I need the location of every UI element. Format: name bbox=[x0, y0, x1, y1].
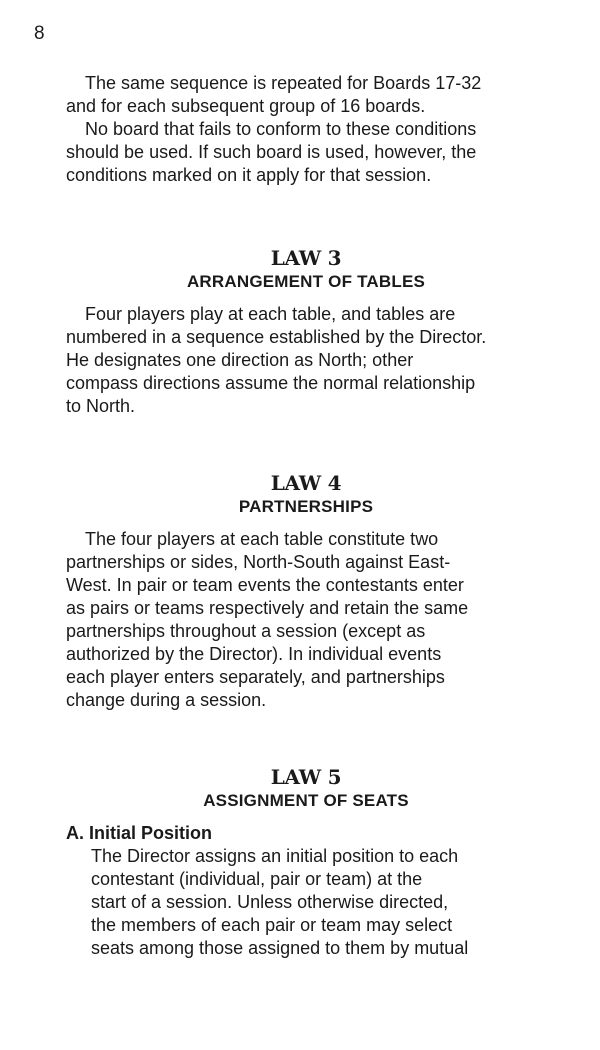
law-5-section-a-heading: A. Initial Position bbox=[66, 823, 213, 843]
text-line: West. In pair or team events the contestants enter bbox=[66, 575, 464, 595]
text-line: and for each subsequent group of 16 boards. bbox=[66, 96, 426, 116]
text-line: Four players play at each table, and tables are bbox=[85, 304, 456, 324]
intro-paragraph-2 bbox=[66, 118, 546, 187]
text-line: change during a session. bbox=[66, 690, 267, 710]
law-4-paragraph bbox=[66, 528, 546, 712]
law-5-section-a-paragraph bbox=[91, 845, 546, 960]
text-line: the members of each pair or team may select bbox=[91, 915, 453, 935]
text-line: conditions marked on it apply for that session. bbox=[66, 165, 432, 185]
law-4-title: LAW 4 bbox=[270, 471, 342, 495]
page-number: 8 bbox=[34, 23, 45, 44]
text-line: as pairs or teams respectively and retain the same bbox=[66, 598, 469, 618]
intro-paragraph-1 bbox=[66, 72, 546, 118]
text-line: seats among those assigned to them by mutual bbox=[91, 938, 469, 958]
law-3-title: LAW 3 bbox=[270, 246, 342, 270]
law-4-section bbox=[66, 470, 546, 712]
text-line: each player enters separately, and partnerships bbox=[66, 667, 445, 687]
page-content bbox=[66, 72, 546, 960]
text-line: He designates one direction as North; other bbox=[66, 350, 414, 370]
text-line: authorized by the Director). In individual events bbox=[66, 644, 442, 664]
text-line: compass directions assume the normal relationship bbox=[66, 373, 476, 393]
law-3-subtitle: ARRANGEMENT OF TABLES bbox=[186, 272, 426, 291]
law-3-section bbox=[66, 245, 546, 418]
law-3-paragraph bbox=[66, 303, 546, 418]
text-line: The four players at each table constitute two bbox=[85, 529, 439, 549]
law-4-subtitle: PARTNERSHIPS bbox=[238, 497, 374, 516]
text-line: partnerships or sides, North-South against East- bbox=[66, 552, 451, 572]
text-line: partnerships throughout a session (except as bbox=[66, 621, 426, 641]
text-line: No board that fails to conform to these conditions bbox=[85, 119, 477, 139]
text-line: contestant (individual, pair or team) at the bbox=[91, 869, 423, 889]
text-line: The Director assigns an initial position to each bbox=[91, 846, 459, 866]
law-5-title: LAW 5 bbox=[270, 765, 342, 789]
text-line: numbered in a sequence established by the Director. bbox=[66, 327, 487, 347]
text-line: should be used. If such board is used, however, the bbox=[66, 142, 477, 162]
text-line: start of a session. Unless otherwise directed, bbox=[91, 892, 449, 912]
law-5-subtitle: ASSIGNMENT OF SEATS bbox=[203, 791, 409, 810]
text-line: to North. bbox=[66, 396, 136, 416]
law-5-section bbox=[66, 764, 546, 960]
text-line: The same sequence is repeated for Boards 17-32 bbox=[85, 73, 482, 93]
